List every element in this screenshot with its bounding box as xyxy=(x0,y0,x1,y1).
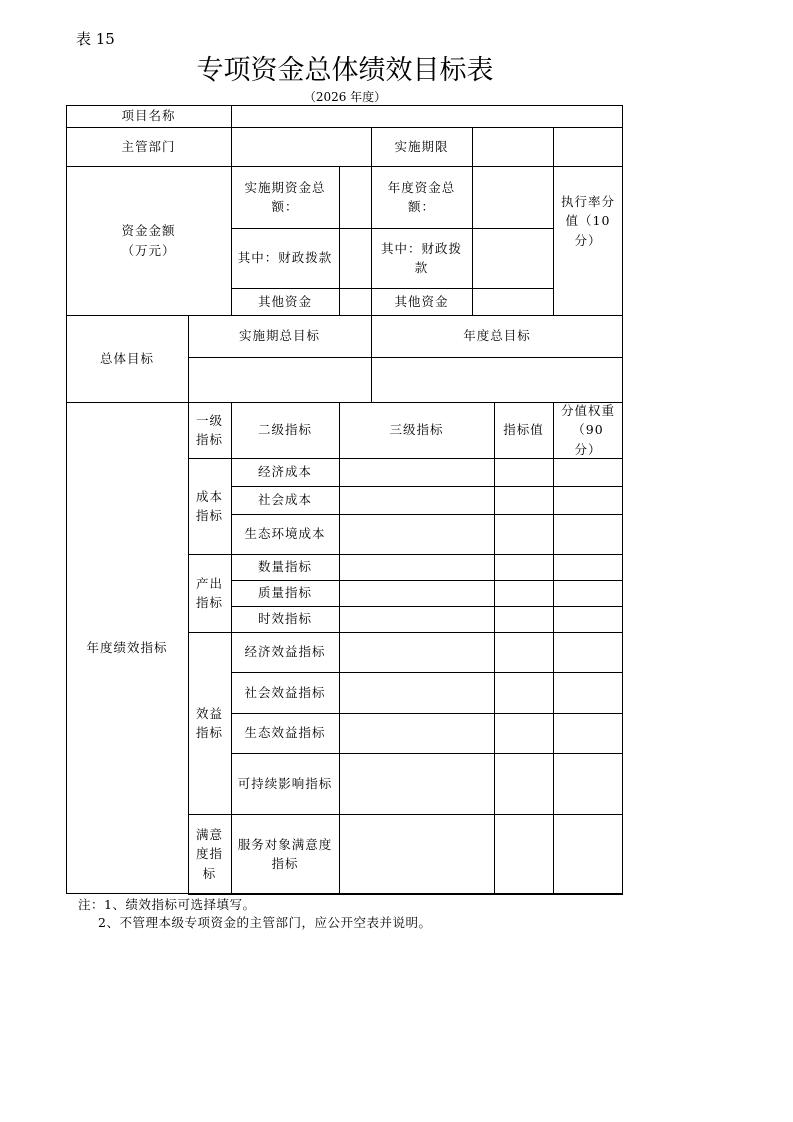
value-field[interactable] xyxy=(494,486,553,514)
value-field[interactable] xyxy=(494,672,553,713)
fiscal-field-left[interactable] xyxy=(339,228,371,288)
level2-cell xyxy=(231,753,339,814)
level2-cell xyxy=(231,554,339,580)
level2-cell-text: 生态效益指标 xyxy=(244,725,326,741)
annual-goal-field[interactable] xyxy=(371,357,623,402)
level3-field[interactable] xyxy=(339,814,494,894)
level2-cell-text: 数量指标 xyxy=(257,559,312,575)
other-funds-field-right[interactable] xyxy=(472,288,553,315)
funds-label xyxy=(66,166,231,315)
weight-field[interactable] xyxy=(553,514,623,554)
weight-field[interactable] xyxy=(553,753,623,814)
level3-field[interactable] xyxy=(339,458,494,486)
level3-field[interactable] xyxy=(339,554,494,580)
note-2: 2、不管理本级专项资金的主管部门，应公开空表并说明。 xyxy=(98,915,432,930)
period-total-label xyxy=(231,166,339,228)
page-title: 专项资金总体绩效目标表 xyxy=(196,55,494,86)
level2-cell-text: 质量指标 xyxy=(257,585,312,601)
grid-line xyxy=(188,894,623,895)
weight-field[interactable] xyxy=(553,672,623,713)
weight-header xyxy=(553,402,623,458)
level1-cell-text: 产出 指标 xyxy=(195,575,223,610)
annual-goal-label xyxy=(371,315,623,357)
value-header-text: 指标值 xyxy=(503,422,544,438)
project-name-label-text: 项目名称 xyxy=(121,108,176,124)
level3-field[interactable] xyxy=(339,580,494,606)
value-field[interactable] xyxy=(494,753,553,814)
period-field[interactable] xyxy=(472,127,553,166)
weight-field[interactable] xyxy=(553,554,623,580)
funds-label-text: 资金金额 （万元） xyxy=(121,223,176,258)
level1-cell-text: 成本 指标 xyxy=(195,488,223,523)
level2-cell xyxy=(231,814,339,894)
weight-field[interactable] xyxy=(553,632,623,672)
project-name-field[interactable] xyxy=(231,105,623,127)
department-field[interactable] xyxy=(231,127,371,166)
weight-field[interactable] xyxy=(553,580,623,606)
level3-header xyxy=(339,402,494,458)
period-goal-label xyxy=(188,315,371,357)
level2-cell xyxy=(231,486,339,514)
level2-cell xyxy=(231,672,339,713)
period-label-text: 实施期限 xyxy=(394,138,449,154)
level3-field[interactable] xyxy=(339,486,494,514)
level2-header-text: 二级指标 xyxy=(257,422,312,438)
weight-field[interactable] xyxy=(553,458,623,486)
level3-field[interactable] xyxy=(339,632,494,672)
level3-field[interactable] xyxy=(339,753,494,814)
annual-total-field[interactable] xyxy=(472,166,553,228)
level1-header-text: 一级 指标 xyxy=(195,412,223,447)
level1-cell xyxy=(188,458,231,554)
level2-cell-text: 经济成本 xyxy=(257,464,312,480)
exec-rate-label-text: 执行率分 值（10 分） xyxy=(560,193,615,248)
level2-cell-text: 可持续影响指标 xyxy=(237,775,333,791)
value-field[interactable] xyxy=(494,554,553,580)
other-funds-label-right-text: 其他资金 xyxy=(394,293,449,309)
level2-cell xyxy=(231,632,339,672)
level2-cell xyxy=(231,514,339,554)
annual-total-label xyxy=(371,166,472,228)
level1-cell-text: 满意 度指 标 xyxy=(195,826,223,881)
indicators-label xyxy=(66,402,188,894)
period-total-field[interactable] xyxy=(339,166,371,228)
weight-field[interactable] xyxy=(553,606,623,632)
level2-cell-text: 社会效益指标 xyxy=(244,684,326,700)
level1-cell-text: 效益 指标 xyxy=(195,705,223,740)
level2-cell xyxy=(231,458,339,486)
level2-cell-text: 时效指标 xyxy=(257,611,312,627)
period-goal-field[interactable] xyxy=(188,357,371,402)
project-name-label xyxy=(66,105,231,127)
level2-cell xyxy=(231,580,339,606)
value-field[interactable] xyxy=(494,606,553,632)
value-field[interactable] xyxy=(494,632,553,672)
other-funds-label-right xyxy=(371,288,472,315)
table-number: 表 15 xyxy=(76,30,115,48)
level2-cell-text: 生态环境成本 xyxy=(244,526,326,542)
annual-goal-label-text: 年度总目标 xyxy=(463,328,531,344)
level3-field[interactable] xyxy=(339,606,494,632)
value-field[interactable] xyxy=(494,814,553,894)
department-label-text: 主管部门 xyxy=(121,138,176,154)
level2-cell xyxy=(231,606,339,632)
level2-cell-text: 经济效益指标 xyxy=(244,644,326,660)
fiscal-label-left xyxy=(231,228,339,288)
value-field[interactable] xyxy=(494,458,553,486)
weight-field[interactable] xyxy=(553,713,623,753)
other-funds-label-left-text: 其他资金 xyxy=(257,293,312,309)
period-label xyxy=(371,127,472,166)
notes xyxy=(78,896,431,932)
level3-field[interactable] xyxy=(339,514,494,554)
exec-rate-label xyxy=(553,127,623,315)
level2-cell-text: 服务对象满意度 指标 xyxy=(237,836,333,871)
fiscal-label-right xyxy=(371,228,472,288)
year-subtitle: （2026 年度） xyxy=(303,90,387,104)
overall-goal-label-text: 总体目标 xyxy=(99,350,154,366)
annual-total-label-text: 年度资金总 额： xyxy=(387,179,456,214)
level1-header xyxy=(188,402,231,458)
weight-field[interactable] xyxy=(553,486,623,514)
level1-cell xyxy=(188,632,231,814)
indicators-label-text: 年度绩效指标 xyxy=(86,640,168,656)
value-field[interactable] xyxy=(494,713,553,753)
note-1: 注：1、绩效指标可选择填写。 xyxy=(78,897,256,912)
level2-cell-text: 社会成本 xyxy=(257,492,312,508)
level3-field[interactable] xyxy=(339,672,494,713)
period-total-label-text: 实施期资金总 额： xyxy=(244,179,326,214)
fiscal-label-right-text: 其中：财政拨 款 xyxy=(380,240,462,275)
other-funds-field-left[interactable] xyxy=(339,288,371,315)
department-label xyxy=(66,127,231,166)
weight-field[interactable] xyxy=(553,814,623,894)
level3-field[interactable] xyxy=(339,713,494,753)
fiscal-field-right[interactable] xyxy=(472,228,553,288)
fiscal-label-left-text: 其中：财政拨款 xyxy=(237,250,333,266)
level2-header xyxy=(231,402,339,458)
period-goal-label-text: 实施期总目标 xyxy=(238,328,320,344)
other-funds-label-left xyxy=(231,288,339,315)
overall-goal-label xyxy=(66,315,188,402)
value-header xyxy=(494,402,553,458)
level3-header-text: 三级指标 xyxy=(389,422,444,438)
level2-cell xyxy=(231,713,339,753)
value-field[interactable] xyxy=(494,514,553,554)
weight-header-text: 分值权重 （90 分） xyxy=(560,402,615,457)
level1-cell xyxy=(188,554,231,632)
level1-cell xyxy=(188,814,231,894)
value-field[interactable] xyxy=(494,580,553,606)
